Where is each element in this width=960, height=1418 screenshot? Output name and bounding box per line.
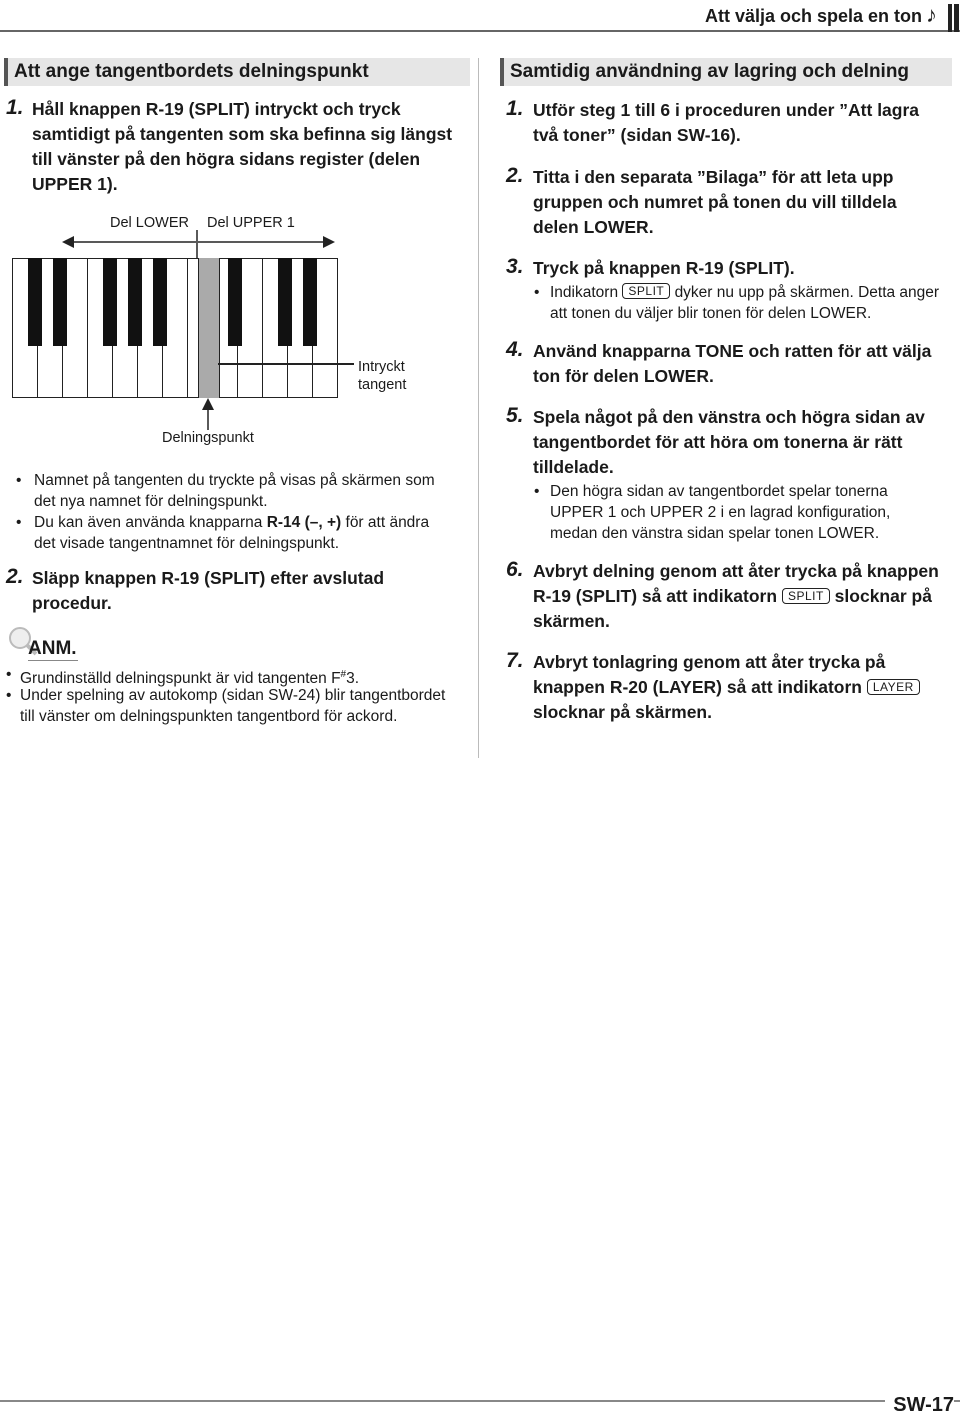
upper-part-label: Del UPPER 1 — [207, 215, 295, 231]
note-item: • Grundinställd delningspunkt är vid tangenten F#3. — [6, 666, 360, 688]
step-number: 2. — [506, 164, 524, 187]
bullet-item: • Namnet på tangenten du tryckte på visas på skärmen som det nya namnet för delningspunkt. — [16, 472, 435, 510]
right-step-5 — [506, 405, 946, 480]
step-text: Avbryt tonlagring genom att åter trycka på knappen R-20 (LAYER) så att indikatorn — [533, 652, 886, 697]
bullet-text: Namnet på tangenten du tryckte på visas på skärmen som det nya namnet för delningspunkt. — [34, 472, 435, 510]
right-step-1 — [506, 98, 946, 148]
step-text: Håll knappen R-19 (SPLIT) intryckt och tryck samtidigt på tangenten som ska befinna sig längst till vänster på den högra sidans register (delen UPPER 1). — [32, 99, 453, 194]
step-number: 6. — [506, 558, 524, 581]
step-number: 1. — [6, 96, 24, 119]
bullet-item: • Den högra sidan av tangentbordet spelar tonerna UPPER 1 och UPPER 2 i en lagrad konfiguration, medan den vänstra sidan spelar tonen LOWER. — [534, 483, 891, 542]
running-header-title: Att välja och spela en ton — [704, 6, 922, 26]
note-box — [28, 638, 78, 661]
step-number: 4. — [506, 338, 524, 361]
split-point-arrow — [200, 398, 216, 430]
step-text: Tryck på knappen R-19 (SPLIT). — [533, 258, 795, 278]
range-arrows — [60, 228, 350, 258]
bullet-text-suffix: dyker nu upp på skärmen. Detta anger att tonen du väljer blir tonen för delen LOWER. — [550, 284, 940, 322]
step-number: 1. — [506, 97, 524, 120]
bullet-text-suffix: för att ändra det visade tangentnamnet för delningspunkt. — [34, 514, 430, 552]
section-heading-split-point: Att ange tangentbordets delningspunkt — [4, 58, 470, 86]
section-heading-layer-split: Samtidig användning av lagring och delning — [500, 58, 952, 86]
bullet-text-bold: R-14 (–, +) — [266, 514, 342, 531]
right-step-4 — [506, 339, 956, 389]
step-text: Utför steg 1 till 6 i proceduren under ”Att lagra två toner” (sidan SW-16). — [533, 100, 920, 145]
step-number: 5. — [506, 404, 524, 427]
sharp-sign: # — [340, 669, 347, 680]
bullet-item: • Du kan även använda knapparna R-14 (–, +) för att ändra det visade tangentnamnet för delningspunkt. — [16, 514, 430, 552]
right-step-6 — [506, 559, 946, 634]
section-tab-marker — [938, 4, 960, 32]
page-number: SW-17 — [885, 1394, 954, 1417]
pressed-key-label — [358, 358, 406, 394]
step-text-suffix: slocknar på skärmen. — [533, 586, 932, 631]
layer-indicator-icon: LAYER — [867, 679, 920, 695]
pressed-key-label-line1: Intryckt — [358, 359, 405, 375]
column-divider — [478, 58, 479, 758]
step-text: Titta i den separata ”Bilaga” för att leta upp gruppen och numret på tonen du vill tilldela delen LOWER. — [533, 167, 897, 237]
header-rule — [0, 30, 960, 32]
bullet-item: • Indikatorn SPLIT dyker nu upp på skärmen. Detta anger att tonen du väljer blir tonen för delen LOWER. — [534, 284, 940, 322]
bullet-text-prefix: Du kan även använda knapparna — [34, 514, 267, 531]
note-label: ANM. — [28, 638, 77, 659]
step-text: Spela något på den vänstra och högra sidan av tangentbordet för att höra om tonerna är rätt tilldelade. — [533, 407, 925, 477]
left-step-1 — [6, 97, 466, 197]
step-text: Använd knapparna TONE och ratten för att välja ton för delen LOWER. — [533, 341, 932, 386]
bullet-text: Indikatorn — [550, 284, 619, 301]
step-text-suffix: slocknar på skärmen. — [533, 702, 712, 722]
bullet-text: Den högra sidan av tangentbordet spelar tonerna UPPER 1 och UPPER 2 i en lagrad konfiguration, medan den vänstra sidan spelar tonen LOWER. — [550, 483, 891, 542]
step-number: 2. — [6, 565, 24, 588]
pressed-key-leader — [218, 363, 354, 365]
right-step-3 — [506, 256, 946, 281]
note-text-suffix: 3. — [346, 670, 360, 688]
music-note-icon: ♪ — [926, 2, 937, 27]
lower-part-label: Del LOWER — [110, 215, 189, 231]
right-step-2 — [506, 165, 946, 240]
note-item: • Under spelning av autokomp (sidan SW-24) blir tangentbordet till vänster om delningspunkten tangentbord för ackord. — [6, 687, 446, 725]
split-indicator-icon: SPLIT — [782, 588, 830, 604]
pressed-key-label-line2: tangent — [358, 377, 407, 393]
footer-rule — [0, 1400, 960, 1402]
right-step-7 — [506, 650, 946, 725]
note-text: Grundinställd delningspunkt är vid tangenten F — [20, 670, 341, 688]
left-step-2 — [6, 566, 446, 616]
step-text: Släpp knappen R-19 (SPLIT) efter avslutad procedur. — [32, 568, 385, 613]
note-text: Under spelning av autokomp (sidan SW-24) blir tangentbordet till vänster om delningspunkten tangentbord för ackord. — [20, 687, 446, 725]
pressed-key-highlight — [198, 258, 220, 398]
step-number: 3. — [506, 255, 524, 278]
split-indicator-icon: SPLIT — [622, 283, 670, 299]
step-text: Avbryt delning genom att åter trycka på knappen R-19 (SPLIT) så att indikatorn — [533, 561, 939, 606]
split-point-label: Delningspunkt — [162, 430, 254, 446]
step-number: 7. — [506, 649, 524, 672]
